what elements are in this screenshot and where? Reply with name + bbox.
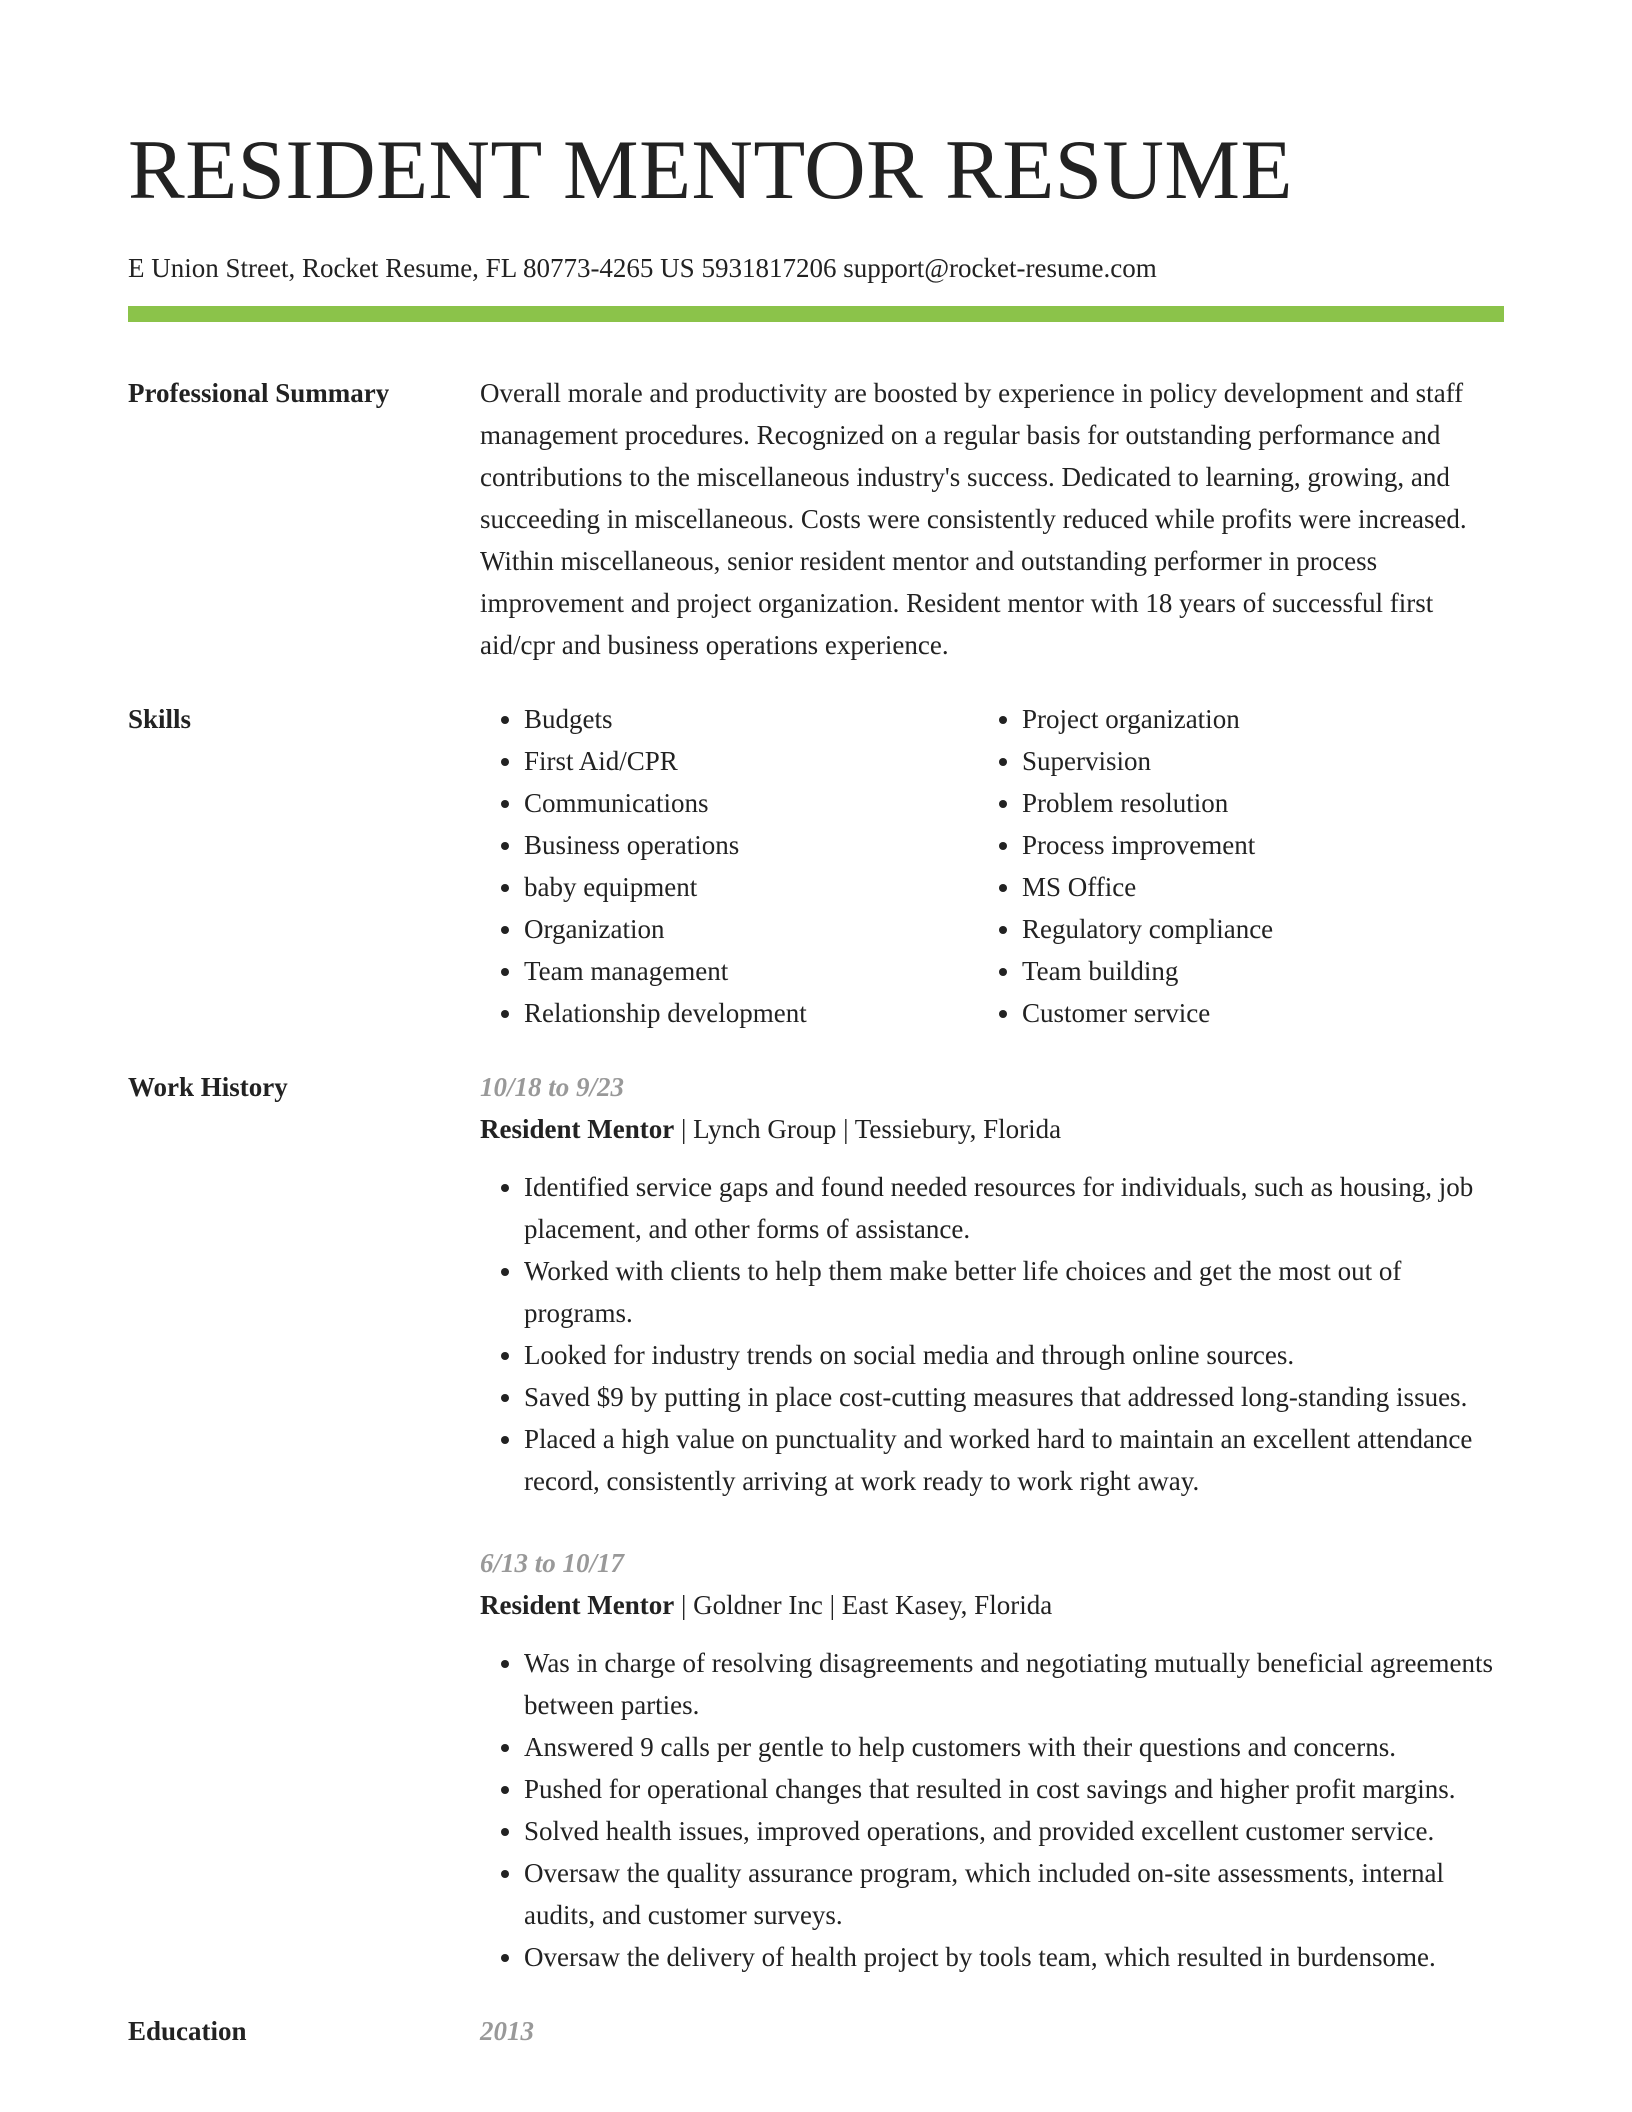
job-heading (480, 1108, 1504, 1150)
skill-item: • Supervision (1022, 740, 1482, 782)
summary-body (480, 372, 1504, 666)
job-title: Resident Mentor (480, 1590, 675, 1620)
skill-item: • Team management (524, 950, 984, 992)
job-bullet: • Oversaw the delivery of health project by tools team, which resulted in burdensome. (524, 1936, 1504, 1978)
job-employer: | Lynch Group | Tessiebury, Florida (674, 1114, 1062, 1144)
job-bullets (480, 1642, 1504, 1978)
job-dates: 6/13 to 10/17 (480, 1548, 625, 1578)
header-divider (128, 306, 1504, 322)
skill-item: • Problem resolution (1022, 782, 1482, 824)
job-bullet: • Identified service gaps and found needed resources for individuals, such as housing, job placement, and other forms of assistance. (524, 1166, 1504, 1250)
job-bullet: • Was in charge of resolving disagreements and negotiating mutually beneficial agreements between parties. (524, 1642, 1504, 1726)
job-entry (480, 1066, 1504, 1502)
section-label-summary: Professional Summary (128, 378, 390, 408)
education-section (128, 2010, 1504, 2052)
skills-list-right (984, 698, 1482, 1034)
skill-item: • First Aid/CPR (524, 740, 984, 782)
education-body (480, 2010, 1504, 2052)
job-bullet: • Pushed for operational changes that resulted in cost savings and higher profit margins. (524, 1768, 1504, 1810)
job-title: Resident Mentor (480, 1114, 675, 1144)
work-section (128, 1066, 1504, 1978)
section-label-skills: Skills (128, 704, 192, 734)
section-label-work: Work History (128, 1072, 288, 1102)
skill-item: • Project organization (1022, 698, 1482, 740)
skills-body (480, 698, 1504, 1034)
skill-item: • MS Office (1022, 866, 1482, 908)
skill-item: • Customer service (1022, 992, 1482, 1034)
resume-title: RESIDENT MENTOR RESUME (128, 123, 1293, 217)
job-bullet: • Solved health issues, improved operations, and provided excellent customer service. (524, 1810, 1504, 1852)
skill-item: • Business operations (524, 824, 984, 866)
job-entry (480, 1542, 1504, 1978)
job-employer: | Goldner Inc | East Kasey, Florida (674, 1590, 1053, 1620)
job-bullet: • Looked for industry trends on social media and through online sources. (524, 1334, 1504, 1376)
job-bullet: • Placed a high value on punctuality and worked hard to maintain an excellent attendance record, consistently arriving at work ready to work right away. (524, 1418, 1504, 1502)
job-bullet: • Answered 9 calls per gentle to help customers with their questions and concerns. (524, 1726, 1504, 1768)
skill-item: • Process improvement (1022, 824, 1482, 866)
summary-text: Overall morale and productivity are boosted by experience in policy development and staff management procedures. Recognized on a regular basis for outstanding performance and contributions to the miscellaneous industry's success. Dedicated to learning, growing, and succeeding in miscellaneous. Costs were consistently reduced while profits were increased. Within miscellaneous, senior resident mentor and outstanding performer in process improvement and project organization. Resident mentor with 18 years of successful first aid/cpr and business operations experience. (480, 378, 1467, 660)
skill-item: • Budgets (524, 698, 984, 740)
skill-item: • baby equipment (524, 866, 984, 908)
skills-list-left (480, 698, 984, 1034)
job-heading (480, 1584, 1504, 1626)
job-bullet: • Oversaw the quality assurance program, which included on-site assessments, internal audits, and customer surveys. (524, 1852, 1504, 1936)
education-dates: 2013 (480, 2016, 534, 2046)
resume-page (128, 0, 1504, 2052)
job-dates: 10/18 to 9/23 (480, 1072, 625, 1102)
skills-section (128, 698, 1504, 1034)
skill-item: • Regulatory compliance (1022, 908, 1482, 950)
contact-line: E Union Street, Rocket Resume, FL 80773-4265 US 5931817206 support@rocket-resume.com (128, 253, 1157, 283)
summary-section (128, 372, 1504, 666)
skill-item: • Relationship development (524, 992, 984, 1034)
skill-item: • Organization (524, 908, 984, 950)
skill-item: • Communications (524, 782, 984, 824)
job-bullet: • Saved $9 by putting in place cost-cutting measures that addressed long-standing issues. (524, 1376, 1504, 1418)
skill-item: • Team building (1022, 950, 1482, 992)
job-bullets (480, 1166, 1504, 1502)
section-label-education: Education (128, 2016, 247, 2046)
work-body (480, 1066, 1504, 1978)
job-bullet: • Worked with clients to help them make better life choices and get the most out of programs. (524, 1250, 1504, 1334)
